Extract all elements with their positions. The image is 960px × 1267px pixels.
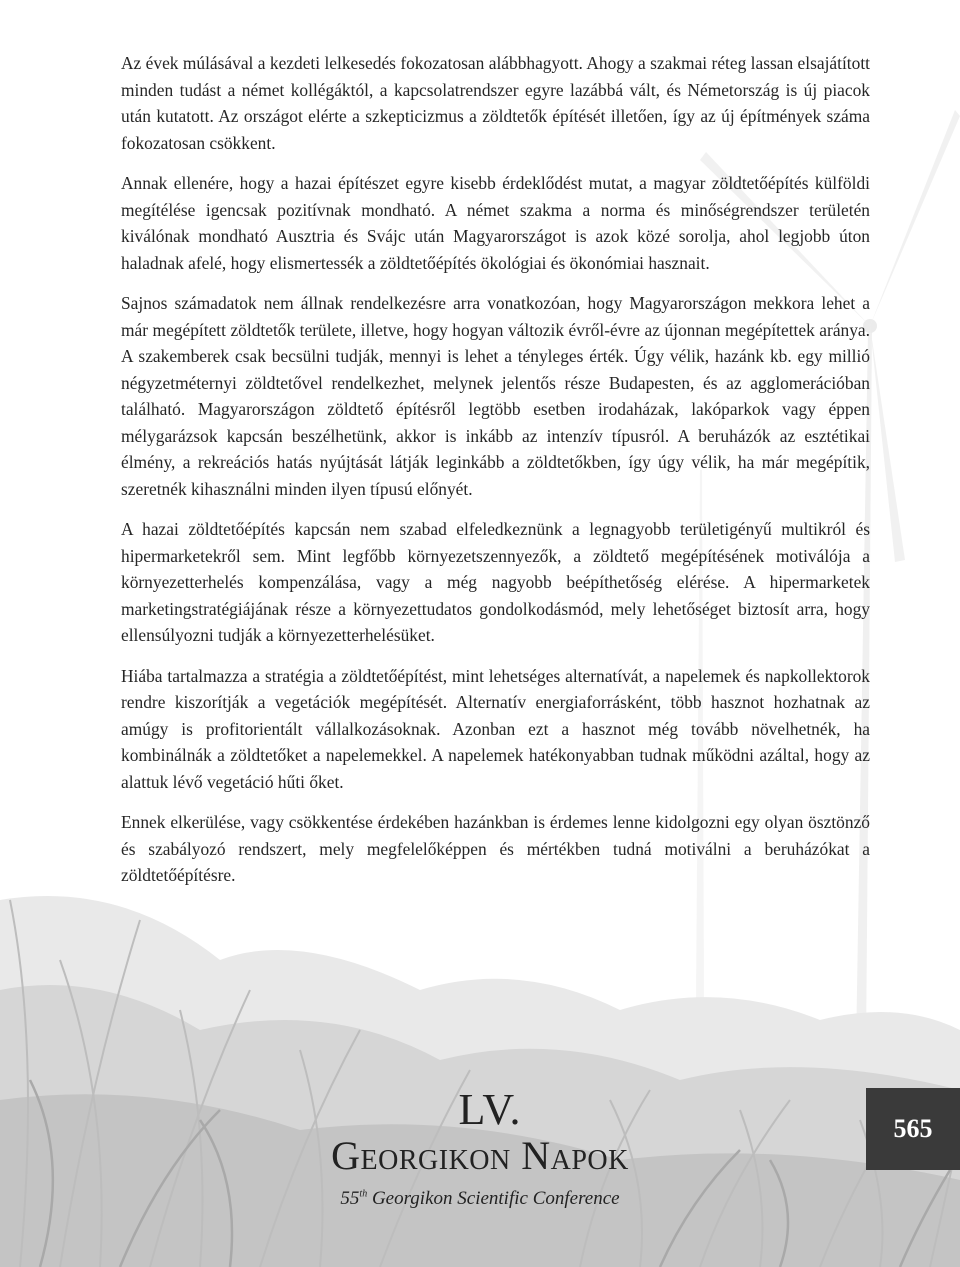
body-text bbox=[121, 50, 870, 903]
paragraph-5: Hiába tartalmazza a stratégia a zöldtetőépítést, mint lehetséges alternatívát, a napelemek és napkollektorok rendre kiszorítják a vegetációk megépítését. Alternatív energiaforrásként, több hasznot hozhatnak az amúgy is profitorientált vállalkozásoknak. Azonban ezt a hasznot még tovább növelhetnék, ha kombinálnák a zöldtetőket a napelemekkel. A napelemek hatékonyabban tudnak működni azáltal, hogy az alattuk lévő vegetáció hűti őket. bbox=[121, 665, 870, 792]
page-number: 565 bbox=[893, 1114, 933, 1143]
paragraph-3: Sajnos számadatok nem állnak rendelkezésre arra vonatkozóan, hogy Magyarországon mekkora lehet a már megépített zöldtetők területe, illetve, hogy hogyan változik évről-évre az újonnan megépítettek aránya. A szakemberek csak becsülni tudják, mennyi is lehet a tényleges érték. Úgy vélik, hazánk kb. egy millió négyzetméternyi zöldtetővel rendelkezhet, melynek jelentős része Budapesten, és az agglomerációban található. Magyarországon zöldtető építésről legtöbb esetben irodaházak, lakóparkok vagy éppen mélygarázsok kapcsán beszélhetünk, akkor is inkább az intenzív típusról. A beruházók az esztétikai élmény, a rekreációs hatás nyújtását látják leginkább a zöldtetőkben, így úgy vélik, ha már megépítik, szeretnék kihasználni minden ilyen típusú előnyét. bbox=[121, 293, 870, 499]
subtitle-text: Georgikon Scientific Conference bbox=[367, 1188, 620, 1209]
paragraph-6: Ennek elkerülése, vagy csökkentése érdekében hazánkban is érdemes lenne kidolgozni egy olyan ösztönző és szabályozó rendszert, mely megfelelőképpen és mértékben tudná motiválni a beruházókat a zöldtetőépítésre. bbox=[121, 812, 870, 885]
paragraph-1: Az évek múlásával a kezdeti lelkesedés fokozatosan alábbhagyott. Ahogy a szakmai réteg lassan elsajátított minden tudást a német kollégáktól, a kapcsolatrendszer egyre lazábbá vált, és Németország is új piacok után kutatott. Az országot elérte a szkepticizmus a zöldtetők építését illetően, így az új építmények száma fokozatosan csökkent. bbox=[121, 53, 870, 153]
conference-name: Georgikon Napok bbox=[331, 1133, 629, 1178]
paragraph-2: Annak ellenére, hogy a hazai építészet egyre kisebb érdeklődést mutat, a magyar zöldtetőépítés külföldi megítélése igencsak pozitívnak mondható. A német szakma a norma és minőségrendszer területén kiválónak mondható Ausztria és Svájc után Magyarországot is azok közé sorolja, ahol legjobb úton haladnak afelé, hogy elismertessék a zöldtetőépítés ökológiai és ökonómiai hasznait. bbox=[121, 173, 870, 273]
paragraph-4: A hazai zöldtetőépítés kapcsán nem szabad elfeledkeznünk a legnagyobb területigényű multikról és hipermarketekről sem. Mint legfőbb környezetszennyezők, a zöldtető megépítésének motiválója a környezetterhelés kompenzálása, vagy a még nagyobb beépíthetőség elérése. A hipermarketek marketingstratégiájának része a környezettudatos gondolkodásmód, mely lehetőséget biztosít arra, hogy ellensúlyozni tudják a környezetterhelésüket. bbox=[121, 519, 870, 645]
subtitle-ordinal: 55 bbox=[340, 1188, 360, 1209]
edition-number: LV. bbox=[458, 1085, 522, 1134]
page-number-badge bbox=[866, 1088, 960, 1170]
conference-subtitle bbox=[290, 1188, 670, 1210]
grass-illustration bbox=[0, 896, 960, 1267]
subtitle-ordinal-suffix: th bbox=[359, 1188, 368, 1200]
